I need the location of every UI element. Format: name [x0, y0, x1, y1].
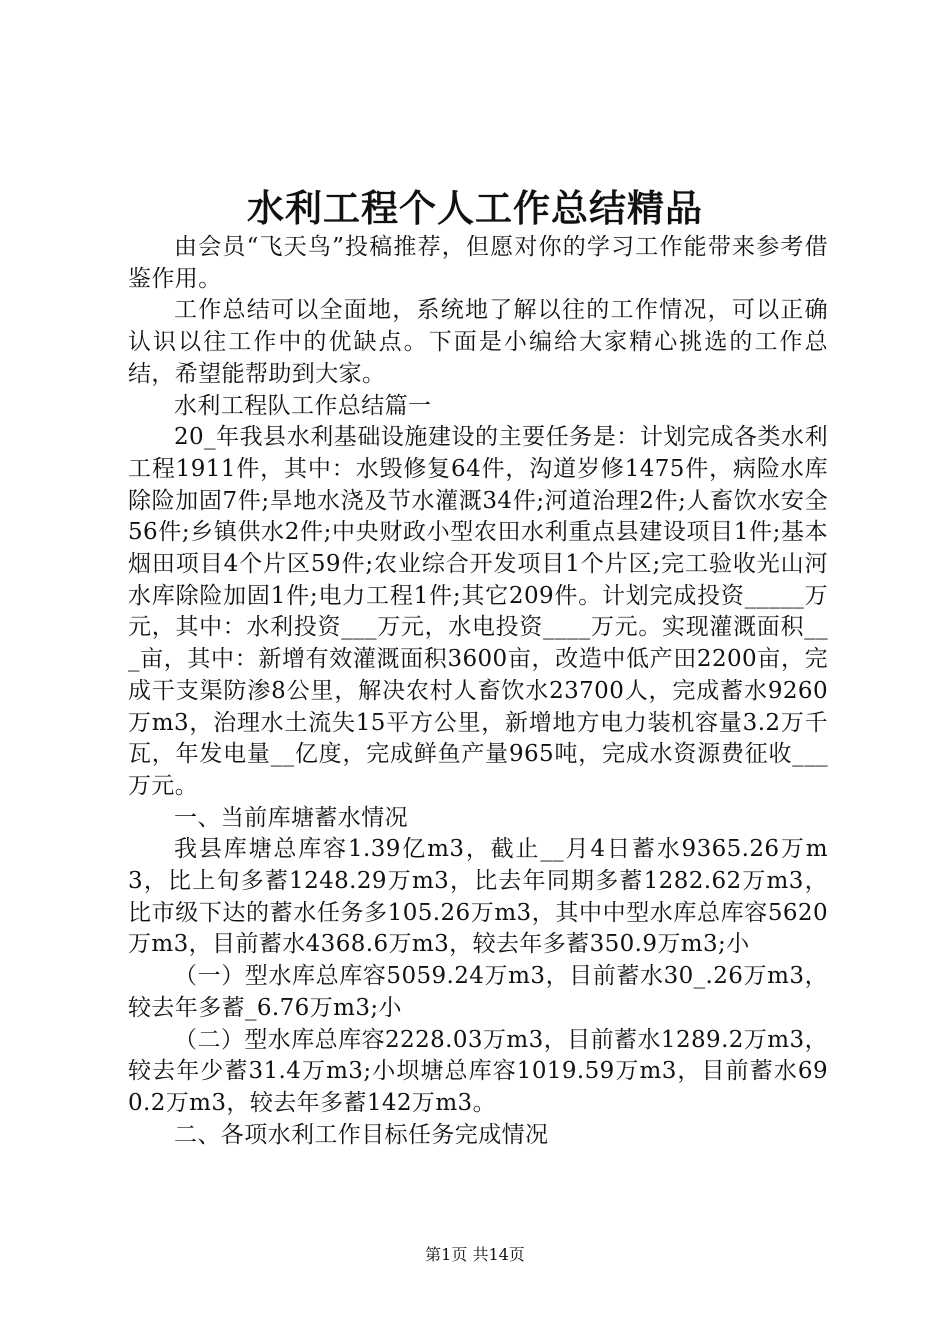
page-footer: 第1页 共14页 [425, 1245, 525, 1264]
paragraph-annual-tasks: 20_年我县水利基础设施建设的主要任务是：计划完成各类水利工程1911件，其中：水毁修复64件，沟道岁修1475件，病险水库除险加固7件;旱地水浇及节水灌溉34件;河道治理2件;人畜饮水安全56件;乡镇供水2件;中央财政小型农田水利重点县建设项目1件;基本烟田项目4个片区59件;农业综合开发项目1个片区;完工验收光山河水库除险加固1件;电力工程1件;其它209件。计划完成投资_____万元，其中：水利投资___万元，水电投资____万元。实现灌溉面积___亩，其中：新增有效灌溉面积3600亩，改造中低产田2200亩，完成干支渠防渗8公里，解决农村人畜饮水23700人，完成蓄水9260万m3，治理水土流失15平方公里，新增地方电力装机容量3.2万千瓦，年发电量__亿度，完成鲜鱼产量965吨，完成水资源费征收___万元。 [128, 424, 828, 799]
section-heading-part-one: 水利工程队工作总结篇一 [174, 392, 432, 419]
paragraph-storage-overview: 我县库塘总库容1.39亿m3，截止__月4日蓄水9365.26万m3，比上旬多蓄1248.29万m3，比去年同期多蓄1282.62万m3，比市级下达的蓄水任务多105.26万m3，其中中型水库总库容5620万m3，目前蓄水4368.6万m3，较去年多蓄350.9万m3;小 [128, 836, 828, 958]
paragraph-small-reservoir-2: （二）型水库总库容2228.03万m3，目前蓄水1289.2万m3，较去年少蓄31.4万m3;小坝塘总库容1019.59万m3，目前蓄水690.2万m3，较去年多蓄142万m3。 [128, 1026, 828, 1116]
paragraph-small-reservoir-1: （一）型水库总库容5059.24万m3，目前蓄水30_.26万m3，较去年多蓄_6.76万m3;小 [128, 963, 828, 1021]
paragraph-preface: 工作总结可以全面地，系统地了解以往的工作情况，可以正确认识以往工作中的优缺点。下面是小编给大家精心挑选的工作总结，希望能帮助到大家。 [128, 297, 828, 387]
document-body [128, 232, 828, 1151]
paragraph-intro-note: 由会员“飞天鸟”投稿推荐，但愿对你的学习工作能带来参考借鉴作用。 [128, 234, 828, 292]
section-heading-storage: 一、当前库塘蓄水情况 [174, 804, 408, 831]
document-title: 水利工程个人工作总结精品 [247, 187, 703, 230]
section-heading-targets: 二、各项水利工作目标任务完成情况 [174, 1121, 549, 1148]
